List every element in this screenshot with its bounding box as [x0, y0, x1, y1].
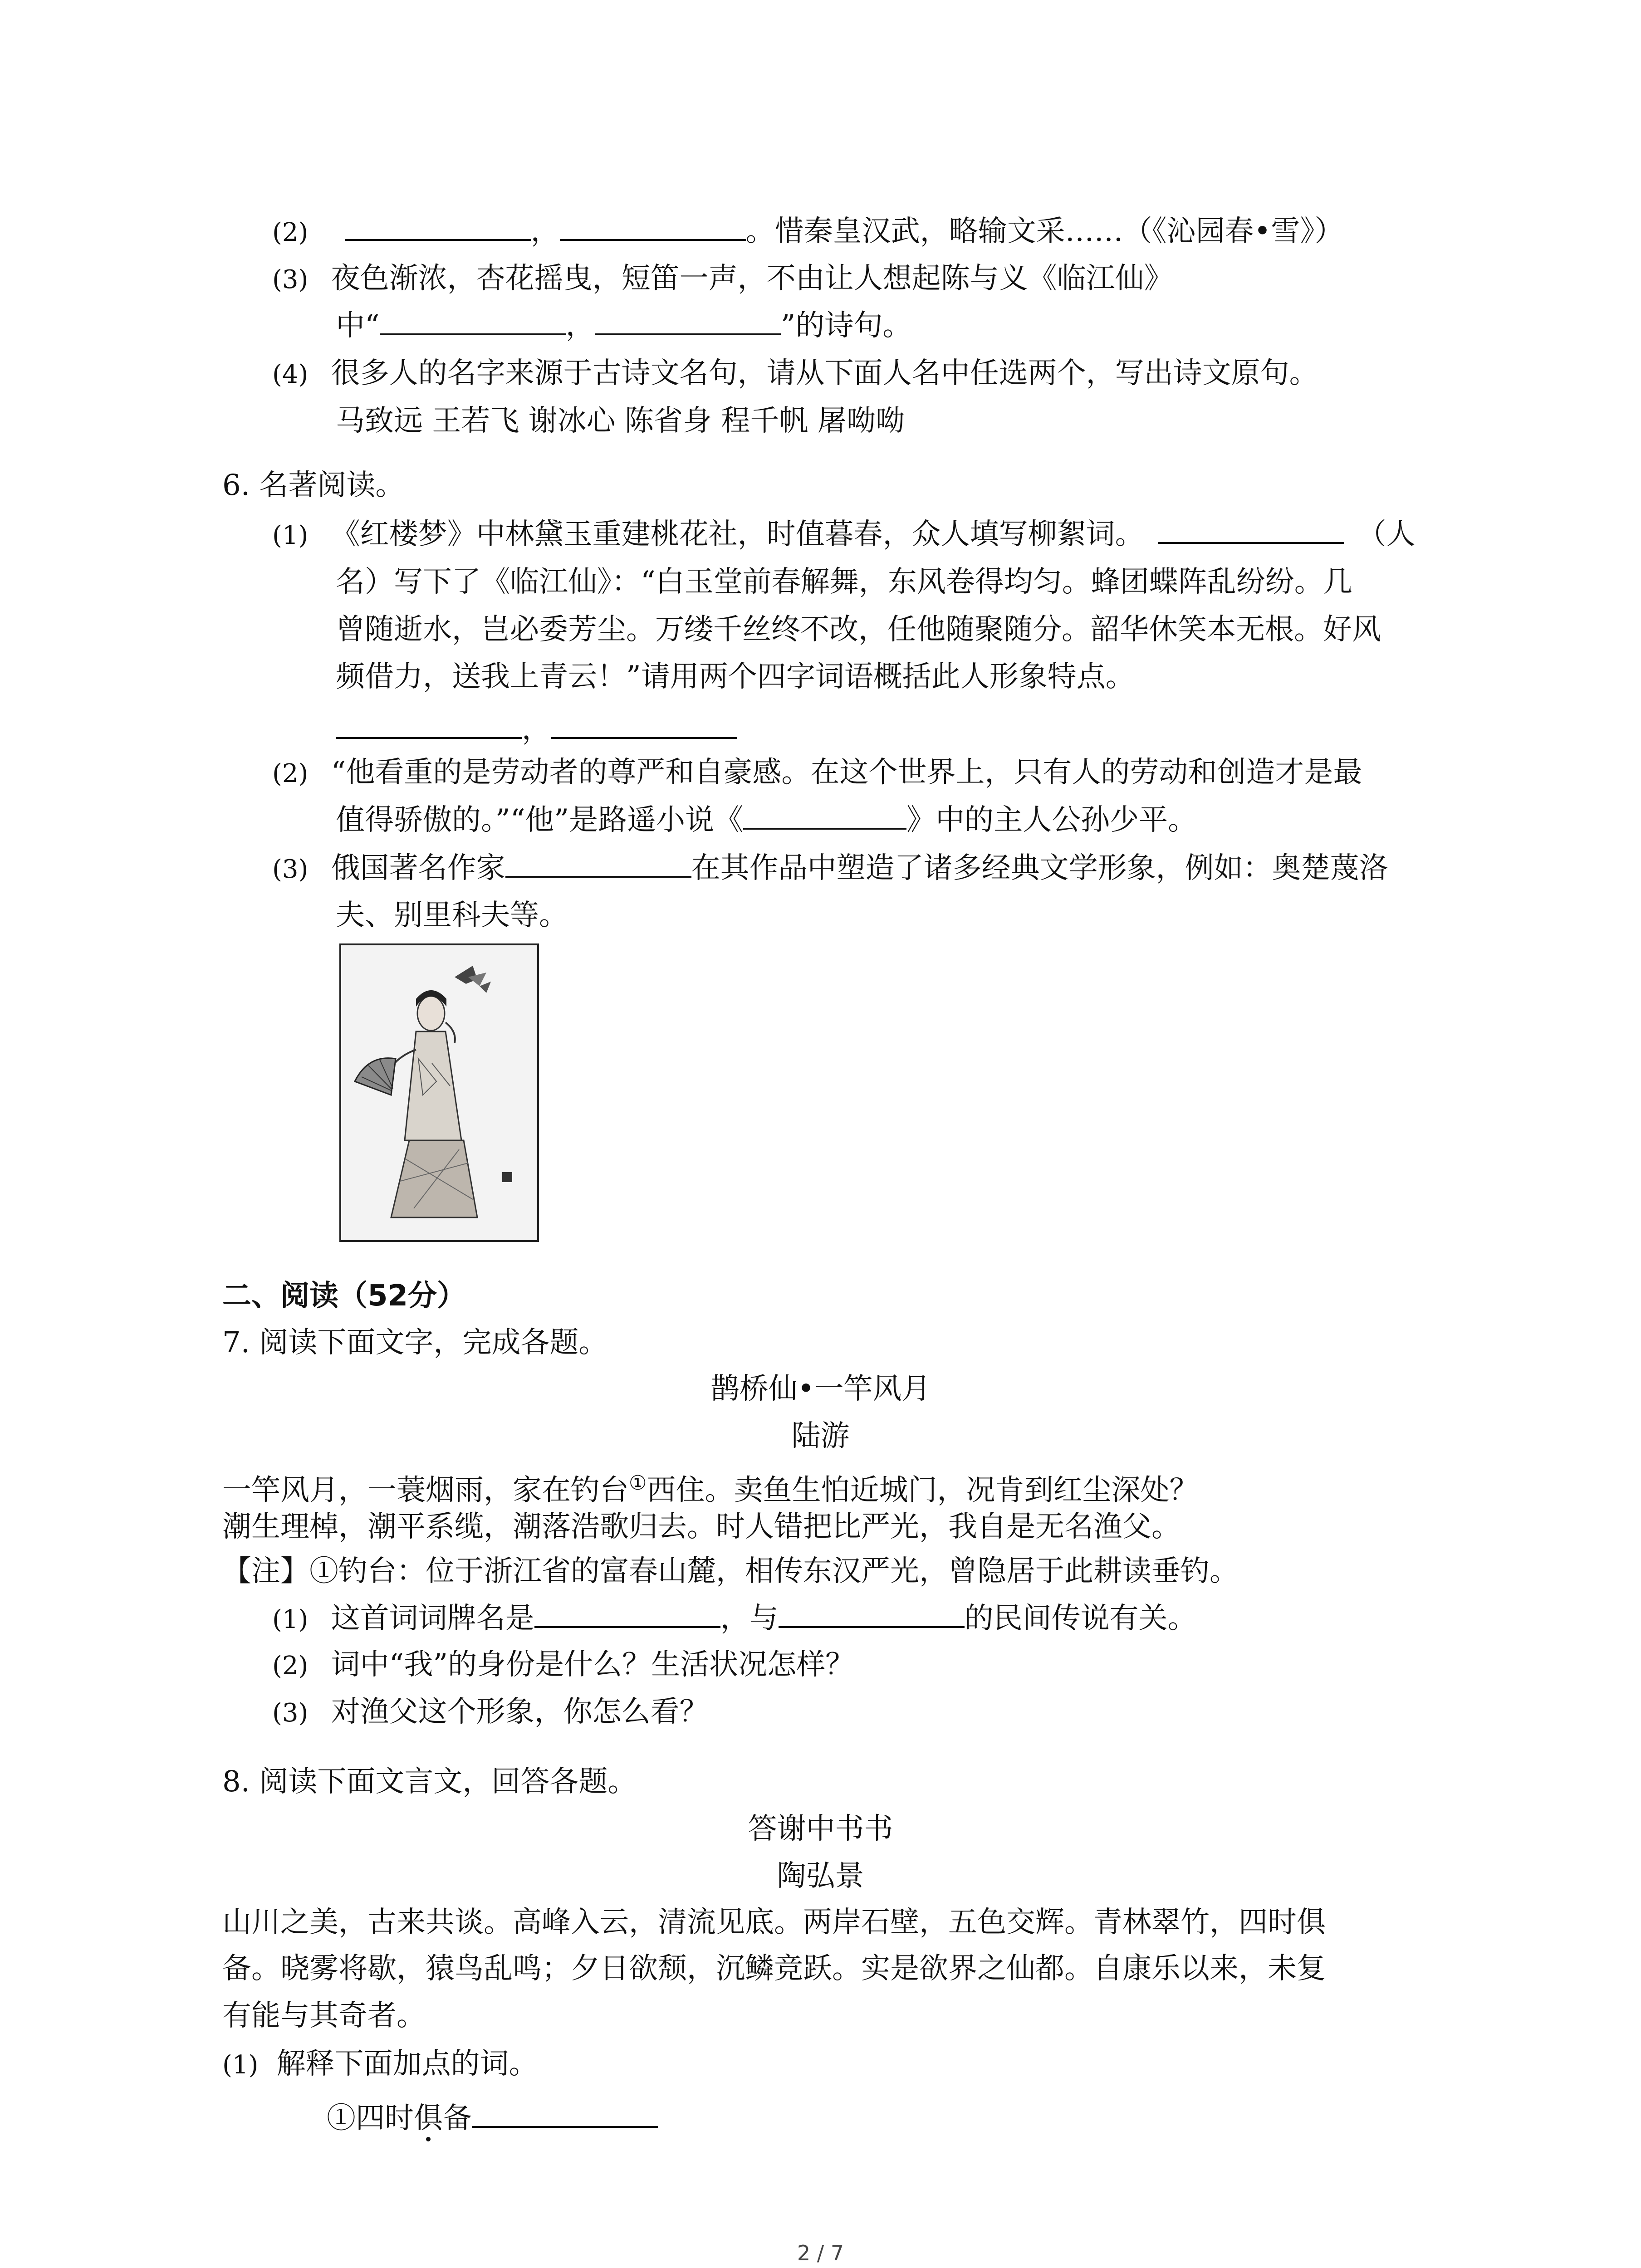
item-number: (1): [272, 1605, 309, 1634]
section-heading: 二、阅读（52分）: [222, 1279, 466, 1313]
question-text: 中“: [336, 309, 380, 342]
q6-item1-answer: [336, 708, 737, 751]
q6-item3-line2: 夫、别里科夫等。: [336, 899, 568, 932]
question-text: ，与: [720, 1602, 779, 1635]
item-number: (2): [272, 1651, 309, 1681]
sub-item-marker: ①: [327, 2102, 356, 2135]
question-text: 夜色渐浓，杏花摇曳，短笛一声，不由让人想起陈与义《临江仙》: [331, 262, 1173, 295]
item-number: (4): [272, 360, 309, 389]
question-text: 俄国著名作家: [331, 851, 505, 885]
q6-item1-line1: [272, 513, 1416, 557]
item-number: (2): [272, 759, 309, 788]
poem-line-2: 潮生理棹，潮平系缆，潮落浩歌归去。时人错把比严光，我自是无名渔父。: [222, 1510, 1181, 1544]
separator: ，: [565, 309, 595, 342]
question-text: 备: [443, 2102, 472, 2135]
essay-author: 陶弘景: [777, 1859, 864, 1893]
answer-blank[interactable]: [595, 304, 781, 335]
question-text: 。惜秦皇汉武，略输文采……（《沁园春•雪》）: [745, 215, 1344, 248]
question-text: 的民间传说有关。: [964, 1602, 1197, 1635]
question-text: 词中“我”的身份是什么？生活状况怎样？: [331, 1648, 855, 1681]
q5-item4-line1: [272, 352, 1318, 396]
q7-item2: [272, 1643, 854, 1688]
item-number: (2): [272, 218, 309, 247]
essay-title: 答谢中书书: [748, 1812, 893, 1846]
question-text: 值得骄傲的。”“他”是路遥小说《: [336, 803, 744, 837]
q6-title: 6. 名著阅读。: [222, 469, 405, 502]
essay-line-3: 有能与其奇者。: [222, 1999, 426, 2033]
answer-blank[interactable]: [505, 847, 691, 878]
page-number: 2 / 7: [797, 2241, 844, 2265]
q8-title: 8. 阅读下面文言文，回答各题。: [222, 1765, 637, 1799]
answer-blank[interactable]: [1158, 513, 1344, 544]
question-text: 》中的主人公孙少平。: [906, 803, 1197, 837]
q7-item3: [272, 1690, 709, 1735]
poem-text: 西住。卖鱼生怕近城门，况肯到红尘深处？: [647, 1473, 1199, 1507]
poem-title: 鹊桥仙•一竿风月: [710, 1372, 931, 1406]
seal-stamp: [502, 1172, 512, 1182]
q5-item3-line1: [272, 257, 1173, 302]
question-text: 在其作品中塑造了诸多经典文学形象，例如：奥楚蔑洛: [691, 851, 1388, 885]
figure-drawing: [341, 945, 537, 1240]
q6-item1-line4: 频借力，送我上青云！”请用两个四字词语概括此人形象特点。: [336, 660, 1135, 694]
answer-blank[interactable]: [534, 1597, 720, 1628]
q6-item1-line3: 曾随逝水，岂必委芳尘。万缕千丝终不改，任他随聚随分。韶华休笑本无根。好风: [336, 613, 1381, 646]
q6-item2-line1: [272, 751, 1362, 796]
q5-item2: [272, 210, 1343, 254]
answer-blank[interactable]: [336, 708, 522, 739]
poem-text: 一竿风月，一蓑烟雨，家在钓台: [222, 1473, 629, 1507]
question-text: 这首词词牌名是: [331, 1602, 534, 1635]
q7-item1: [272, 1597, 1197, 1642]
q6-item2-line2: [336, 798, 1197, 842]
item-number: (3): [272, 265, 309, 294]
question-text: 很多人的名字来源于古诗文名句，请从下面人名中任选两个，写出诗文原句。: [331, 357, 1318, 390]
answer-blank[interactable]: [551, 708, 737, 739]
item-number: (1): [272, 521, 309, 550]
answer-blank[interactable]: [743, 799, 906, 830]
question-text: 四时: [356, 2102, 414, 2135]
footnote-marker: ①: [629, 1471, 647, 1495]
essay-line-1: 山川之美，古来共谈。高峰入云，清流见底。两岸石壁，五色交辉。青林翠竹，四时俱: [222, 1906, 1326, 1939]
essay-line-2: 备。晓雾将歇，猿鸟乱鸣；夕日欲颓，沉鳞竞跃。实是欲界之仙都。自康乐以来，未复: [222, 1952, 1326, 1985]
separator: ，: [522, 713, 551, 746]
q5-item3-line2: [336, 304, 911, 347]
q7-title: 7. 阅读下面文字，完成各题。: [222, 1326, 608, 1359]
poem-author: 陆游: [791, 1419, 850, 1453]
question-text: “他看重的是劳动者的尊严和自豪感。在这个世界上，只有人的劳动和创造才是最: [331, 756, 1362, 789]
answer-blank[interactable]: [472, 2097, 658, 2128]
item-number: (3): [272, 1698, 309, 1728]
answer-blank[interactable]: [345, 210, 531, 241]
q5-item4-names: 马致远 王若飞 谢冰心 陈省身 程千帆 屠呦呦: [336, 404, 905, 438]
answer-blank[interactable]: [779, 1597, 965, 1628]
answer-blank[interactable]: [380, 304, 566, 335]
question-text: ”的诗句。: [780, 309, 912, 342]
question-text: （人: [1357, 518, 1416, 551]
poem-note: 【注】①钓台：位于浙江省的富春山麓，相传东汉严光，曾隐居于此耕读垂钓。: [222, 1554, 1239, 1588]
question-text: 对渔父这个形象，你怎么看？: [331, 1695, 709, 1729]
poem-line-1: [222, 1461, 1198, 1512]
question-text: 解释下面加点的词。: [276, 2047, 538, 2081]
answer-blank[interactable]: [560, 210, 746, 241]
q6-item1-line2: 名）写下了《临江仙》：“白玉堂前春解舞，东风卷得均匀。蜂团蝶阵乱纷纷。几: [336, 565, 1352, 599]
q8-item1: [222, 2042, 538, 2087]
item-number: (1): [222, 2050, 259, 2080]
illustration-figure: [339, 943, 539, 1242]
q6-item3-line1: [272, 846, 1388, 891]
dotted-word: 俱: [414, 2102, 443, 2135]
separator: ，: [530, 215, 560, 248]
item-number: (3): [272, 855, 309, 884]
q8-item1-sub1: [327, 2097, 658, 2140]
question-text: 《红楼梦》中林黛玉重建桃花社，时值暮春，众人填写柳絮词。: [331, 518, 1144, 551]
